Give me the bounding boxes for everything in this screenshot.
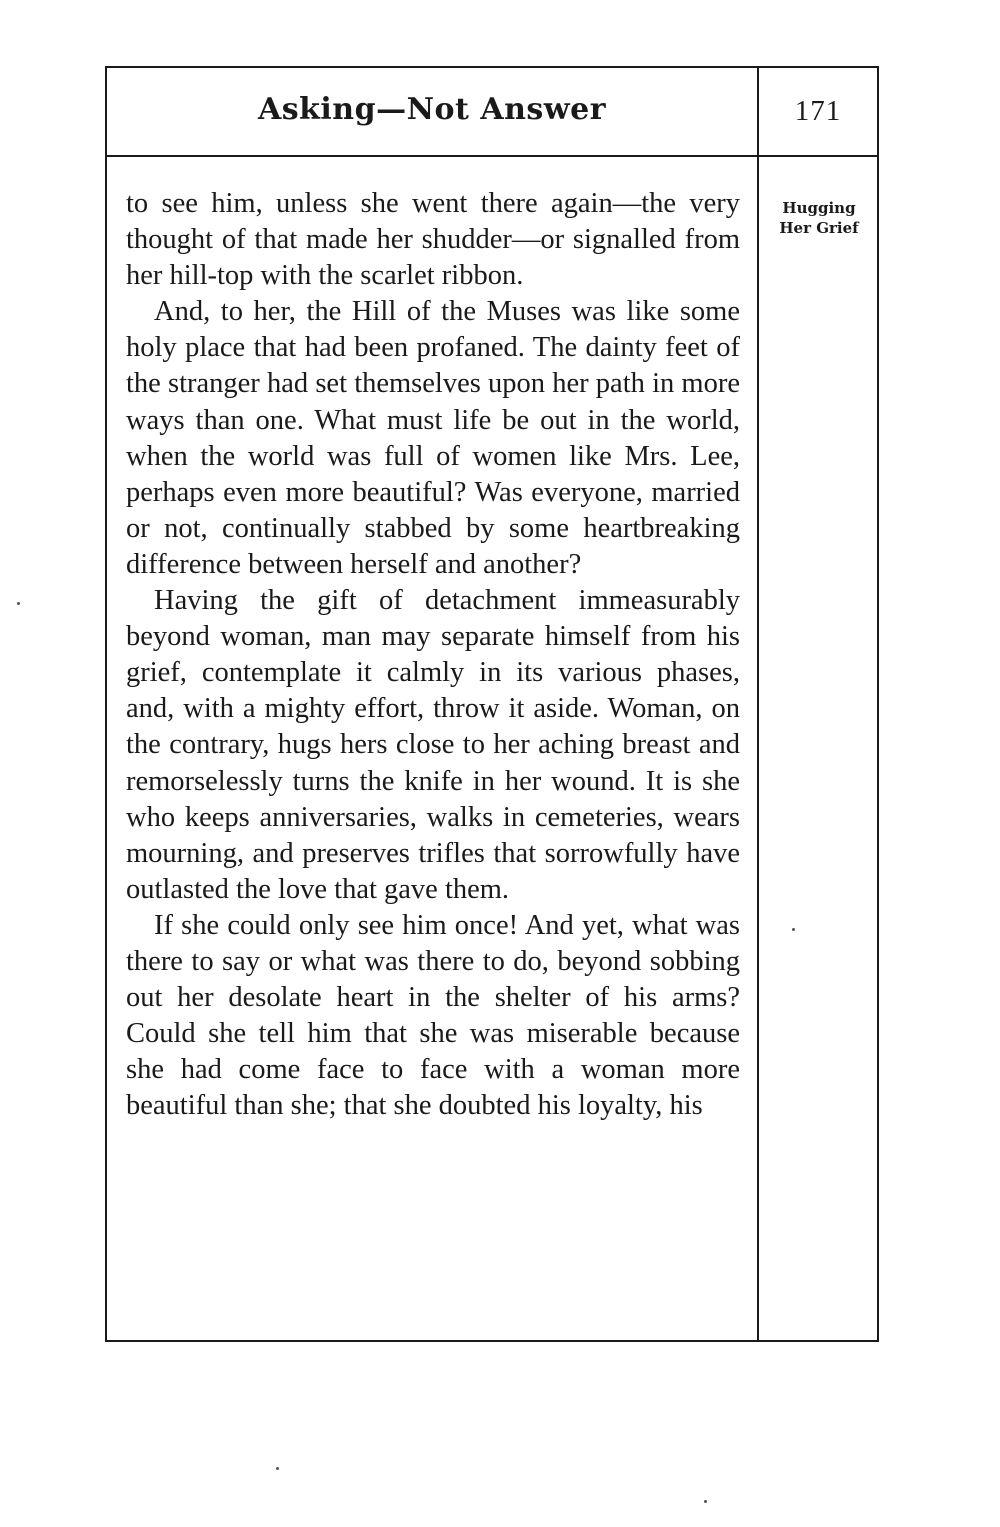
scan-speck xyxy=(276,1467,279,1470)
scan-speck xyxy=(792,928,795,931)
paragraph: to see him, unless she went there again—the very thought of that made her shudder—or signalled from her hill-top with the scarlet ribbon. xyxy=(126,188,740,292)
body-text xyxy=(126,186,740,1124)
header-rule xyxy=(105,155,879,157)
margin-sidenote xyxy=(762,198,876,238)
sidenote-line: Hugging xyxy=(782,199,856,217)
paragraph: And, to her, the Hill of the Muses was like some holy place that had been profaned. The dainty feet of the stranger had set themselves upon her path in more ways than one. What must life be out in the world, when the world was full of women like Mrs. Lee, perhaps even more beautiful? Was everyone, married or not, continually stabbed by some heartbreaking difference between herself and another? xyxy=(126,296,740,580)
scan-speck xyxy=(704,1500,707,1503)
margin-column-rule xyxy=(757,66,759,1342)
paragraph: If she could only see him once! And yet, what was there to say or what was there to do, beyond sobbing out her desolate heart in the shelter of his arms? Could she tell him that she was miserable because she had come face to face with a woman more beautiful than she; that she doubted his loyalty, his xyxy=(126,909,740,1122)
scan-speck xyxy=(17,602,20,605)
page-number: 171 xyxy=(794,95,842,127)
sidenote-line: Her Grief xyxy=(779,219,859,237)
running-head-title: Asking—Not Answer xyxy=(257,92,607,127)
paragraph: Having the gift of detachment immeasurably beyond woman, man may separate himself from his grief, contemplate it calmly in its various phases, and, with a mighty effort, throw it aside. Woman, on the contrary, hugs hers close to her aching breast and remorselessly turns the knife in her wound. It is she who keeps anniversaries, walks in cemeteries, wears mourning, and preserves trifles that sorrowfully have outlasted the love that gave them. xyxy=(126,585,740,905)
